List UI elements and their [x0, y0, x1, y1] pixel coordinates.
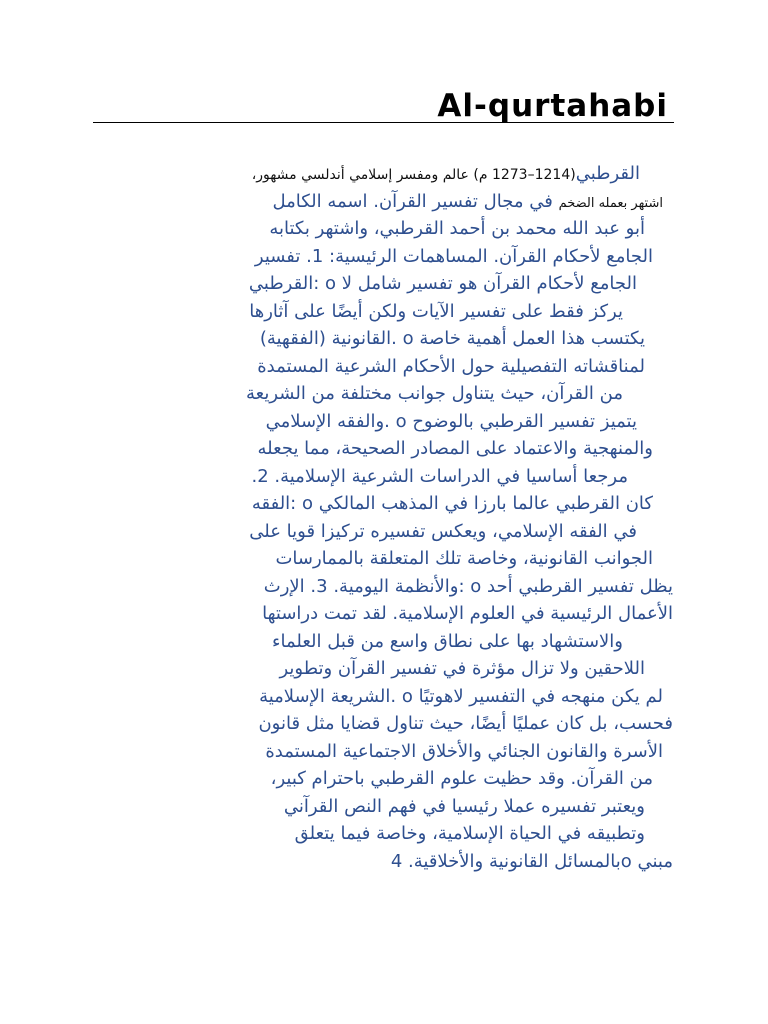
paragraph-line: لم يكن منهجه في التفسير لاهوتيًا o .الشريعة الإسلامية	[259, 685, 663, 707]
paragraph-line: من القرآن. وقد حظيت علوم القرطبي باحترام كبير،	[270, 768, 653, 789]
paragraph-line: الجامع لأحكام القرآن هو تفسير شامل لا o :القرطبي	[248, 273, 637, 294]
paragraph-line: يتميز تفسير القرطبي بالوضوح o .والفقه الإسلامي	[265, 410, 637, 432]
paragraph-line: الجوانب القانونية، وخاصة تلك المتعلقة بالممارسات	[275, 548, 653, 569]
paragraph-line: ويعتبر تفسيره عملا رئيسيا في فهم النص القرآني	[283, 795, 645, 817]
paragraph-line: والاستشهاد بها على نطاق واسع من قبل العلماء	[272, 630, 623, 652]
paragraph-line: يركز فقط على تفسير الآيات ولكن أيضًا على آثارها	[249, 300, 623, 322]
paragraph-line: الأعمال الرئيسية في العلوم الإسلامية. لقد تمت دراستها	[262, 603, 673, 624]
paragraph-line: فحسب، بل كان عمليًا أيضًا، حيث تناول قضايا مثل قانون	[258, 713, 673, 734]
paragraph-line: يكتسب هذا العمل أهمية خاصة o .القانونية (الفقهية)	[259, 328, 645, 349]
paragraph-line: وتطبيقه في الحياة الإسلامية، وخاصة فيما يتعلق	[294, 823, 645, 844]
document-body	[93, 160, 673, 900]
paragraph-line: مرجعا أساسيا في الدراسات الشرعية الإسلامية. 2.	[251, 465, 628, 487]
paragraph-line: الأسرة والقانون الجنائي والأخلاق الاجتماعية المستمدة	[265, 740, 663, 762]
paragraph-line: والمنهجية والاعتماد على المصادر الصحيحة، مما يجعله	[257, 438, 653, 459]
paragraph-line: لمناقشاته التفصيلية حول الأحكام الشرعية المستمدة	[257, 355, 645, 377]
paragraph-line: اشتهر بعمله الضخم في مجال تفسير القرآن. اسمه الكامل	[272, 190, 663, 212]
paragraph-line: أبو عبد الله محمد بن أحمد القرطبي، واشتهر بكتابه	[269, 218, 645, 239]
paragraph-line: الجامع لأحكام القرآن. المساهمات الرئيسية: 1. تفسير	[254, 245, 653, 267]
paragraph-line: القرطبي(1214–1273 م) عالم ومفسر إسلامي أندلسي مشهور،	[251, 163, 640, 184]
document-title: Al-qurtahabi	[437, 88, 668, 124]
paragraph-line: في الفقه الإسلامي، ويعكس تفسيره تركيزا قويا على	[249, 520, 637, 542]
paragraph-line: من القرآن، حيث يتناول جوانب مختلفة من الشريعة	[246, 383, 623, 404]
title-underline	[93, 122, 674, 123]
paragraph-line: يظل تفسير القرطبي أحد o :والأنظمة اليومية. 3. الإرث	[263, 575, 673, 597]
paragraph-line: اللاحقين ولا تزال مؤثرة في تفسير القرآن وتطوير	[279, 658, 645, 679]
paragraph-line: مبني oبالمسائل القانونية والأخلاقية. 4	[390, 850, 673, 872]
paragraph-line: كان القرطبي عالما بارزا في المذهب المالكي o :الفقه	[251, 493, 653, 514]
